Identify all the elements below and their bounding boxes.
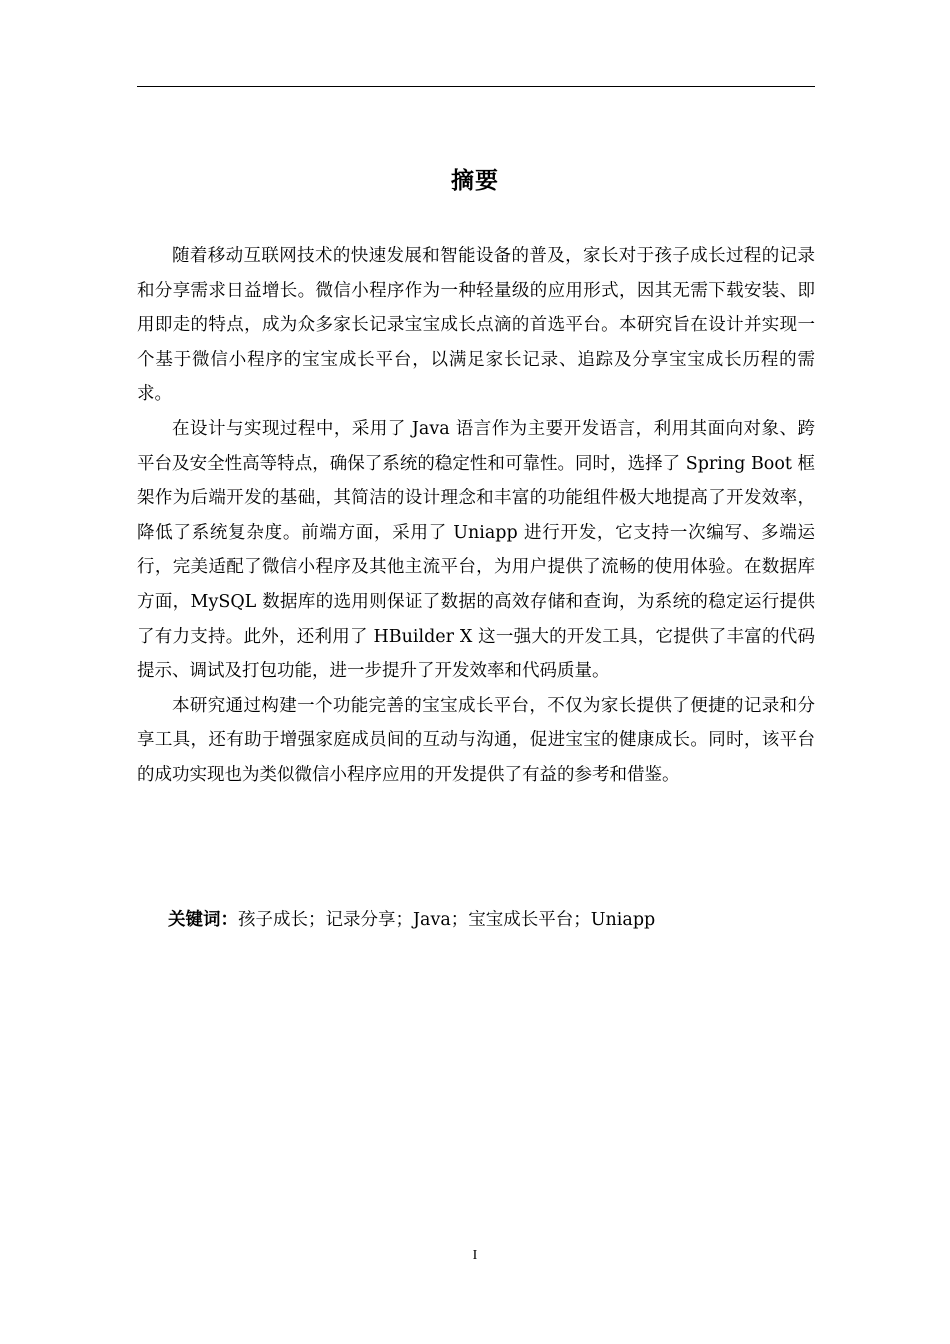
header-rule: [137, 86, 815, 87]
abstract-paragraph-3: 本研究通过构建一个功能完善的宝宝成长平台，不仅为家长提供了便捷的记录和分享工具，还有助于增强家庭成员间的互动与沟通，促进宝宝的健康成长。同时，该平台的成功实现也为类似微信小程序应用的开发提供了有益的参考和借鉴。: [137, 695, 815, 785]
keywords-list: 孩子成长；记录分享；Java；宝宝成长平台；Uniapp: [238, 910, 656, 930]
abstract-paragraph-1: 随着移动互联网技术的快速发展和智能设备的普及，家长对于孩子成长过程的记录和分享需求日益增长。微信小程序作为一种轻量级的应用形式，因其无需下载安装、即用即走的特点，成为众多家长记录宝宝成长点滴的首选平台。本研究旨在设计并实现一个基于微信小程序的宝宝成长平台，以满足家长记录、追踪及分享宝宝成长历程的需求。: [137, 246, 815, 405]
abstract-title: 摘要: [451, 168, 499, 194]
keywords-line: [168, 904, 655, 936]
page-number: I: [472, 1248, 478, 1263]
abstract-paragraph-2: 在设计与实现过程中，采用了 Java 语言作为主要开发语言，利用其面向对象、跨平台及安全性高等特点，确保了系统的稳定性和可靠性。同时，选择了 Spring Boot 框架作为后端开发的基础，其简洁的设计理念和丰富的功能组件极大地提高了开发效率，降低了系统复杂度。前端方面，采用了 Uniapp 进行开发，它支持一次编写、多端运行，完美适配了微信小程序及其他主流平台，为用户提供了流畅的使用体验。在数据库方面，MySQL 数据库的选用则保证了数据的高效存储和查询，为系统的稳定运行提供了有力支持。此外，还利用了 HBuilder X 这一强大的开发工具，它提供了丰富的代码提示、调试及打包功能，进一步提升了开发效率和代码质量。: [137, 418, 815, 682]
keywords-label: 关键词：: [168, 910, 238, 930]
abstract-body: [137, 239, 815, 793]
